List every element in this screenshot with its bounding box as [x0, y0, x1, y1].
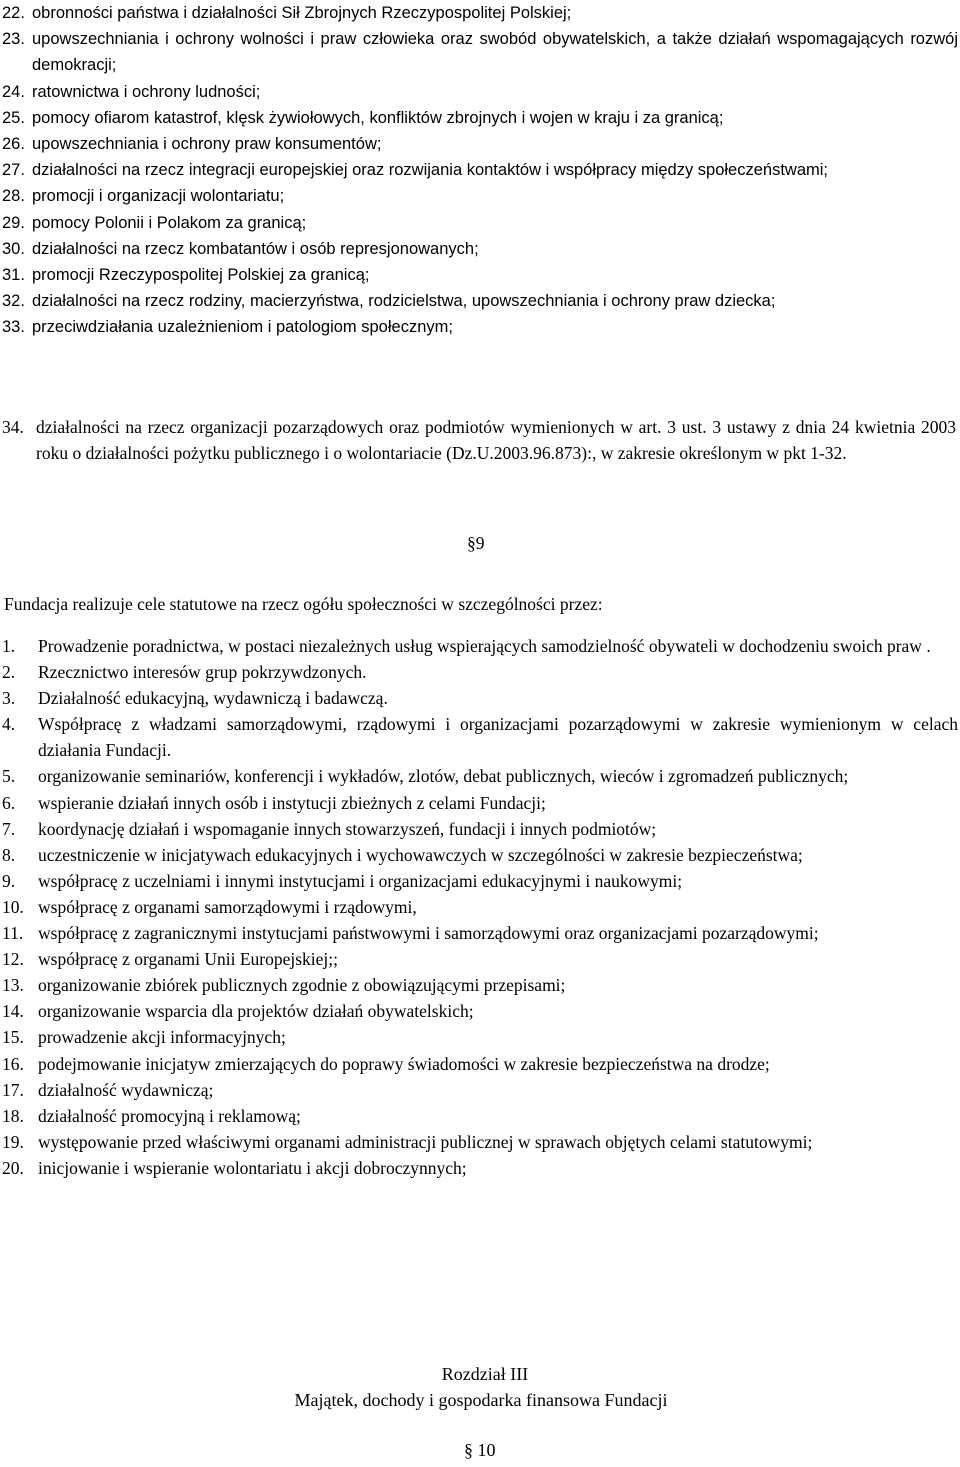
list-item [0, 894, 958, 920]
item-text: działalności na rzecz rodziny, macierzyństwa, rodzicielstwa, upowszechniania i ochrony praw dziecka; [32, 292, 776, 311]
item-text: przeciwdziałania uzależnieniom i patologiom społecznym; [32, 318, 453, 337]
item-number: 5. [2, 766, 16, 787]
item-number: 6. [2, 792, 16, 813]
item-text: pomocy ofiarom katastrof, klęsk żywiołowych, konfliktów zbrojnych i wojen w kraju i za granicą; [32, 108, 724, 127]
item-number: 30. [2, 239, 25, 258]
list-item [0, 685, 958, 711]
list-item [0, 920, 958, 946]
list-item [0, 633, 958, 659]
item-text: koordynację działań i wspomaganie innych stowarzyszeń, fundacji i innych podmiotów; [38, 818, 657, 839]
item-number: 15. [2, 1027, 24, 1048]
list-item [0, 1155, 958, 1181]
item-number: 23. [2, 30, 25, 49]
intro-paragraph: Fundacja realizuje cele statutowe na rzecz ogółu społeczności w szczególności przez: [4, 594, 603, 614]
list-item [0, 790, 958, 816]
item-number: 28. [2, 187, 25, 206]
item-text: upowszechniania i ochrony praw konsumentów; [32, 135, 382, 154]
list-item [0, 1051, 958, 1077]
item-number: 27. [2, 161, 25, 180]
item-text: prowadzenie akcji informacyjnych; [38, 1027, 286, 1048]
item-text: organizowanie wsparcia dla projektów działań obywatelskich; [38, 1001, 474, 1022]
item-number: 19. [2, 1131, 24, 1152]
item-number: 4. [2, 714, 16, 735]
list-item [0, 1024, 958, 1050]
item-text: współpracę z organami samorządowymi i rządowymi, [38, 896, 417, 917]
list-item-34 [0, 414, 956, 466]
item-number: 2. [2, 662, 16, 683]
list-item [0, 763, 958, 789]
section-heading-9: §9 [467, 533, 485, 553]
item-number: 13. [2, 975, 24, 996]
item-text: obronności państwa i działalności Sił Zbrojnych Rzeczypospolitej Polskiej; [32, 4, 572, 22]
list-item [0, 1129, 958, 1155]
list-item [0, 946, 958, 972]
item-number: 18. [2, 1105, 24, 1126]
item-text: organizowanie seminariów, konferencji i wykładów, zlotów, debat publicznych, wieców i zgromadzeń publicznych; [38, 766, 849, 787]
item-number: 24. [2, 82, 25, 101]
item-text: upowszechniania i ochrony wolności i praw człowieka oraz swobód obywatelskich, a także działań wspomagających rozwój demokracji; [32, 30, 958, 75]
list-item [0, 711, 958, 763]
item-text: działalności na rzecz organizacji pozarządowych oraz podmiotów wymienionych w art. 3 ust. 3 ustawy z dnia 24 kwietnia 2003 roku o działalności pożytku publicznego i o wolontariacie (Dz.U.2003.96.873):, w zakresie określonym w pkt 1-32. [36, 417, 956, 463]
item-text: pomocy Polonii i Polakom za granicą; [32, 213, 307, 232]
item-number: 9. [2, 870, 16, 891]
item-number: 16. [2, 1053, 24, 1074]
chapter-label: Rozdział III [441, 1364, 529, 1384]
item-text: współpracę z organami Unii Europejskiej;; [38, 949, 339, 970]
list-item [0, 157, 958, 183]
list-item [0, 972, 958, 998]
list-item [0, 26, 958, 78]
item-number: 12. [2, 949, 24, 970]
objectives-list [0, 0, 958, 341]
item-text: Rzecznictwo interesów grup pokrzywdzonych. [38, 662, 367, 683]
item-text: działalność wydawniczą; [38, 1079, 214, 1100]
item-text: inicjowanie i wspieranie wolontariatu i akcji dobroczynnych; [38, 1157, 467, 1178]
list-item [0, 0, 958, 26]
list-item [0, 868, 958, 894]
item-number: 8. [2, 844, 16, 865]
item-number: 20. [2, 1157, 24, 1178]
item-number: 22. [2, 4, 25, 22]
list-item [0, 314, 958, 340]
item-number: 17. [2, 1079, 24, 1100]
item-text: współpracę z uczelniami i innymi instytucjami i organizacjami edukacyjnymi i naukowymi; [38, 870, 683, 891]
chapter-title: Majątek, dochody i gospodarka finansowa Fundacji [294, 1390, 668, 1410]
list-item [0, 79, 958, 105]
means-list [0, 633, 958, 1181]
item-number: 1. [2, 636, 16, 656]
section-heading-10: § 10 [464, 1440, 496, 1460]
item-number: 31. [2, 266, 25, 285]
list-item [0, 1103, 958, 1129]
list-item [0, 816, 958, 842]
item-text: podejmowanie inicjatyw zmierzających do poprawy świadomości w zakresie bezpieczeństwa na drodze; [38, 1053, 770, 1074]
list-item [0, 998, 958, 1024]
item-text: promocji Rzeczypospolitej Polskiej za granicą; [32, 266, 370, 285]
list-item [0, 1077, 958, 1103]
list-item [0, 131, 958, 157]
list-item [0, 210, 958, 236]
item-number: 14. [2, 1001, 24, 1022]
item-number: 26. [2, 135, 25, 154]
list-item [0, 183, 958, 209]
item-text: działalności na rzecz kombatantów i osób represjonowanych; [32, 239, 479, 258]
item-text: Współpracę z władzami samorządowymi, rządowymi i organizacjami pozarządowymi w zakresie wymienionym w celach działania Fundacji. [38, 714, 958, 761]
list-item [0, 288, 958, 314]
list-item [0, 659, 958, 685]
item-number: 33. [2, 318, 25, 337]
item-text: występowanie przed właściwymi organami administracji publicznej w sprawach objętych celami statutowymi; [38, 1131, 813, 1152]
item-number: 10. [2, 896, 24, 917]
item-text: promocji i organizacji wolontariatu; [32, 187, 285, 206]
item-number: 7. [2, 818, 16, 839]
item-text: współpracę z zagranicznymi instytucjami państwowymi i samorządowymi oraz organizacjami pozarządowymi; [38, 923, 819, 944]
list-item [0, 842, 958, 868]
item-text: organizowanie zbiórek publicznych zgodnie z obowiązującymi przepisami; [38, 975, 566, 996]
item-number: 29. [2, 213, 25, 232]
list-item [0, 236, 958, 262]
item-text: Działalność edukacyjną, wydawniczą i badawczą. [38, 688, 388, 709]
item-text: ratownictwa i ochrony ludności; [32, 82, 261, 101]
item-number: 34. [2, 417, 24, 437]
item-text: uczestniczenie w inicjatywach edukacyjnych i wychowawczych w szczególności w zakresie bezpieczeństwa; [38, 844, 803, 865]
item-number: 32. [2, 292, 25, 311]
item-text: wspieranie działań innych osób i instytucji zbieżnych z celami Fundacji; [38, 792, 546, 813]
list-item [0, 105, 958, 131]
item-text: działalności na rzecz integracji europejskiej oraz rozwijania kontaktów i współpracy między społeczeństwami; [32, 161, 829, 180]
list-item [0, 262, 958, 288]
item-number: 11. [2, 923, 24, 944]
item-number: 3. [2, 688, 16, 709]
item-number: 25. [2, 108, 25, 127]
item-text: Prowadzenie poradnictwa, w postaci niezależnych usług wspierających samodzielność obywateli w dochodzeniu swoich praw . [38, 636, 931, 656]
item-text: działalność promocyjną i reklamową; [38, 1105, 301, 1126]
